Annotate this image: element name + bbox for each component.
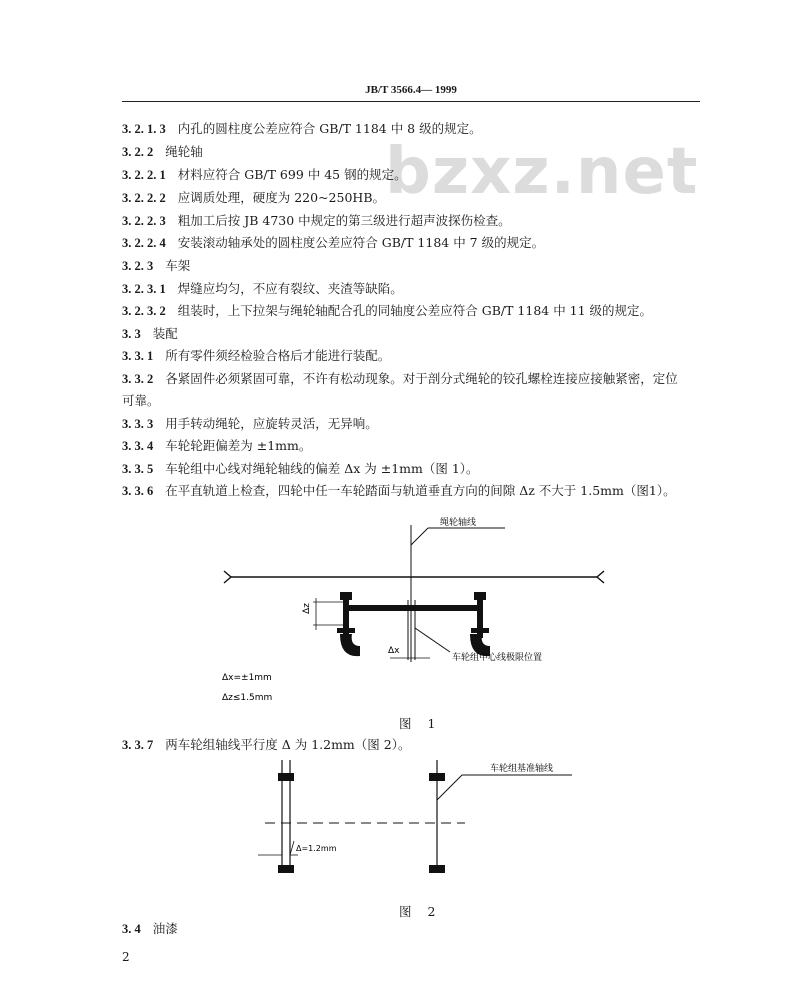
clause-line: 3. 3. 2 各紧固件必须紧固可靠，不许有松动现象。对于剖分式绳轮的铰孔螺栓连接应接触紧密，定位 xyxy=(122,371,678,386)
figure-2-caption: 图 2 xyxy=(399,904,442,919)
dz-symbol: Δz xyxy=(302,603,312,614)
figure-1-diagram xyxy=(200,510,620,710)
header-rule xyxy=(122,101,700,102)
watermark: bzxz.net xyxy=(385,135,699,209)
clause-line: 3. 2. 2. 4 安装滚动轴承处的圆柱度公差应符合 GB/T 1184 中 7 级的规定。 xyxy=(122,235,545,250)
dx-note: Δx=±1mm xyxy=(222,673,272,683)
clause-line: 3. 2. 2. 1 材料应符合 GB/T 699 中 45 钢的规定。 xyxy=(122,167,407,182)
page-number: 2 xyxy=(122,950,130,964)
document-code-header: JB/T 3566.4— 1999 xyxy=(365,84,457,96)
clause-line: 3. 2. 2. 2 应调质处理，硬度为 220~250HB。 xyxy=(122,190,386,205)
center-limit-label: 车轮组中心线极限位置 xyxy=(452,653,543,663)
dz-note: Δz≤1.5mm xyxy=(222,693,273,703)
clause-line: 3. 2. 3. 1 焊缝应均匀，不应有裂纹、夹渣等缺陷。 xyxy=(122,281,403,296)
reference-axis-label: 车轮组基准轴线 xyxy=(490,764,554,774)
figure-2-diagram xyxy=(250,755,590,880)
clause-line: 3. 3 装配 xyxy=(122,326,178,341)
clause-line: 3. 3. 6 在平直轨道上检查，四轮中任一车轮踏面与轨道垂直方向的间隙 Δz 不大于 1.5mm（图1）。 xyxy=(122,483,676,498)
section-heading: 3. 4 油漆 xyxy=(122,921,178,936)
clause-line: 3. 2. 2. 3 粗加工后按 JB 4730 中规定的第三级进行超声波探伤检查。 xyxy=(122,213,511,228)
delta-label: Δ=1.2mm xyxy=(296,844,337,853)
clause-line: 3. 3. 7 两车轮组轴线平行度 Δ 为 1.2mm（图 2）。 xyxy=(122,737,411,752)
clause-line: 3. 2. 3 车架 xyxy=(122,258,191,273)
dx-symbol: Δx xyxy=(388,646,400,656)
figure-1-caption: 图 1 xyxy=(399,716,442,731)
rope-axis-label: 绳轮轴线 xyxy=(440,518,477,528)
clause-line: 3. 3. 3 用手转动绳轮，应旋转灵活，无异响。 xyxy=(122,416,378,431)
clause-line: 3. 2. 1. 3 内孔的圆柱度公差应符合 GB/T 1184 中 8 级的规定。 xyxy=(122,121,482,136)
clause-line: 3. 3. 1 所有零件须经检验合格后才能进行装配。 xyxy=(122,348,391,363)
clause-line: 3. 3. 5 车轮组中心线对绳轮轴线的偏差 Δx 为 ±1mm（图 1）。 xyxy=(122,461,479,476)
clause-line-continuation: 可靠。 xyxy=(122,393,160,408)
clause-line: 3. 3. 4 车轮轮距偏差为 ±1mm。 xyxy=(122,438,312,453)
clause-line: 3. 2. 2 绳轮轴 xyxy=(122,144,203,159)
clause-line: 3. 2. 3. 2 组装时，上下拉架与绳轮轴配合孔的同轴度公差应符合 GB/T 1184 中 11 级的规定。 xyxy=(122,303,653,318)
